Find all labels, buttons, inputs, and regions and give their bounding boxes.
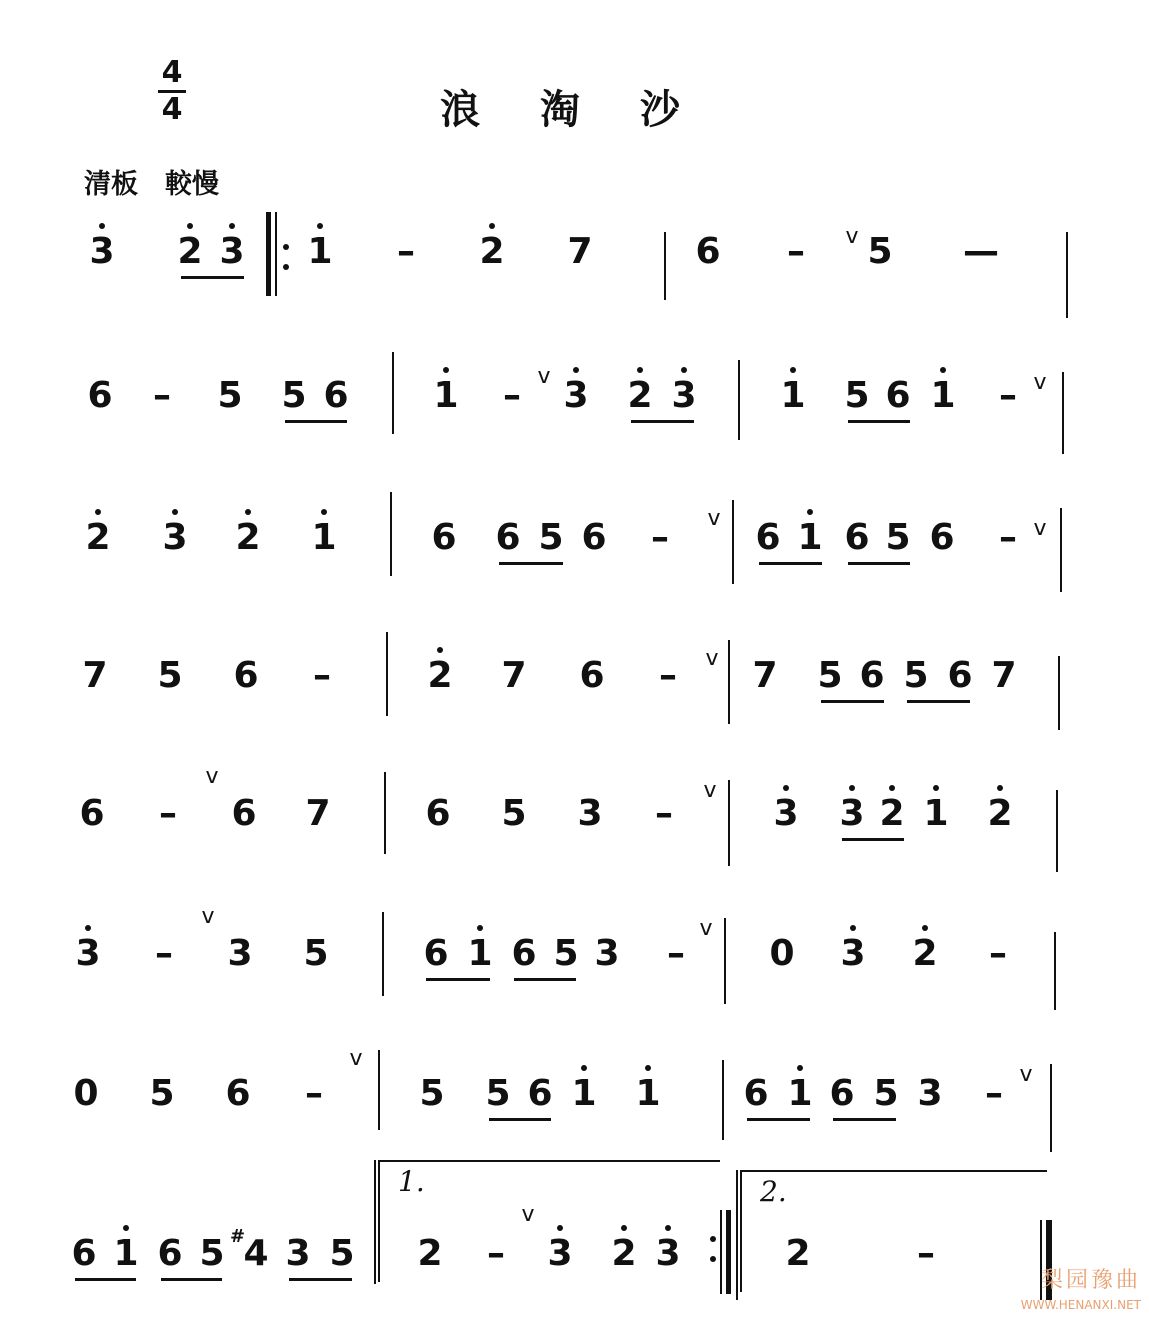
breath-mark: v	[349, 1046, 363, 1071]
bar-line	[1062, 372, 1064, 454]
octave-dot	[637, 367, 643, 373]
eighth-underline	[833, 1118, 896, 1121]
jianpu-note: 1	[567, 1074, 601, 1114]
jianpu-note: 3	[577, 793, 603, 834]
bar-line	[1056, 790, 1058, 872]
jianpu-note: 4	[243, 1233, 269, 1274]
jianpu-note: 7	[752, 655, 778, 696]
bar-line	[378, 1050, 380, 1130]
dash-extension: –	[989, 933, 1007, 974]
eighth-underline	[907, 700, 970, 703]
jianpu-note: 5	[157, 655, 183, 696]
dash-extension: –	[313, 655, 331, 696]
jianpu-note: 6	[581, 517, 607, 558]
jianpu-note: 5	[199, 1233, 225, 1274]
jianpu-note: 5	[281, 375, 307, 416]
octave-dot	[187, 223, 193, 229]
eighth-underline	[514, 978, 576, 981]
jianpu-note: 2	[475, 232, 509, 272]
bar-line	[664, 232, 666, 300]
volta-1-bracket	[378, 1160, 720, 1282]
jianpu-note: 6	[743, 1073, 769, 1114]
dash-extension: –	[655, 793, 673, 834]
jianpu-note: 6	[859, 655, 885, 696]
jianpu-note: 5	[867, 231, 893, 272]
octave-dot	[321, 509, 327, 515]
jianpu-note: 1	[631, 1074, 665, 1114]
octave-dot	[849, 785, 855, 791]
bar-line	[1058, 656, 1060, 730]
jianpu-note: 6	[885, 375, 911, 416]
jianpu-note: 1	[926, 376, 960, 416]
jianpu-note: 5	[149, 1073, 175, 1114]
dash-extension: –	[667, 933, 685, 974]
jianpu-note: 0	[769, 933, 795, 974]
octave-dot	[807, 509, 813, 515]
octave-dot	[85, 925, 91, 931]
eighth-underline	[499, 562, 563, 565]
bar-line	[1050, 1064, 1052, 1152]
jianpu-note: 7	[305, 793, 331, 834]
octave-dot	[783, 785, 789, 791]
jianpu-note: 1	[109, 1234, 143, 1274]
breath-mark: v	[1033, 370, 1047, 395]
bar-line	[1054, 932, 1056, 1010]
dash-extension: –	[305, 1073, 323, 1114]
breath-mark: v	[1019, 1062, 1033, 1087]
jianpu-note: 6	[947, 655, 973, 696]
time-signature	[158, 55, 186, 127]
jianpu-note: 0	[73, 1073, 99, 1114]
jianpu-note: 6	[511, 933, 537, 974]
jianpu-note: 5	[419, 1073, 445, 1114]
jianpu-note: 5	[501, 793, 527, 834]
jianpu-note: 5	[303, 933, 329, 974]
jianpu-note: 1	[303, 232, 337, 272]
jianpu-note: 3	[667, 376, 701, 416]
jianpu-note: 1	[776, 376, 810, 416]
jianpu-note: 7	[991, 655, 1017, 696]
jianpu-note: 6	[157, 1233, 183, 1274]
jianpu-note: 3	[85, 232, 119, 272]
time-signature-denominator: 4	[161, 92, 183, 127]
dash-extension: –	[659, 655, 677, 696]
jianpu-note: 6	[829, 1073, 855, 1114]
dash-extension: –	[159, 793, 177, 834]
jianpu-note: 6	[527, 1073, 553, 1114]
jianpu-note: 3	[769, 794, 803, 834]
jianpu-note: 2	[231, 518, 265, 558]
jianpu-note: 1	[463, 934, 497, 974]
dash-extension: –	[787, 231, 805, 272]
repeat-dot	[283, 264, 289, 270]
jianpu-note: 6	[929, 517, 955, 558]
jianpu-note: 5	[553, 933, 579, 974]
sharp-accidental: #	[230, 1226, 246, 1247]
jianpu-note: 6	[79, 793, 105, 834]
eighth-underline	[285, 420, 347, 423]
jianpu-note: 5	[485, 1073, 511, 1114]
bar-line	[1060, 508, 1062, 592]
jianpu-note: 2	[81, 518, 115, 558]
octave-dot	[790, 367, 796, 373]
breath-mark: v	[1033, 516, 1047, 541]
jianpu-note: 6	[695, 231, 721, 272]
dash-extension: –	[155, 933, 173, 974]
jianpu-note: 3	[71, 934, 105, 974]
breath-mark: v	[537, 364, 551, 389]
bar-line	[382, 912, 384, 996]
dash-extension: –	[999, 375, 1017, 416]
bar-line	[390, 492, 392, 576]
jianpu-note: 3	[285, 1233, 311, 1274]
octave-dot	[443, 367, 449, 373]
eighth-underline	[631, 420, 694, 423]
octave-dot	[681, 367, 687, 373]
eighth-underline	[426, 978, 490, 981]
octave-dot	[172, 509, 178, 515]
jianpu-note: 2	[173, 232, 207, 272]
bar-line	[732, 500, 734, 584]
time-signature-numerator: 4	[161, 55, 183, 90]
bar-line	[1066, 232, 1068, 318]
octave-dot	[797, 1065, 803, 1071]
jianpu-note: 1	[783, 1074, 817, 1114]
octave-dot	[645, 1065, 651, 1071]
bar-line	[738, 360, 740, 440]
dash-extension: –	[397, 231, 415, 272]
jianpu-note: 6	[755, 517, 781, 558]
jianpu-note: 3	[835, 794, 869, 834]
jianpu-note: 6	[844, 517, 870, 558]
jianpu-note: 5	[329, 1233, 355, 1274]
breath-mark: v	[699, 916, 713, 941]
jianpu-note: 5	[538, 517, 564, 558]
bar-line	[384, 772, 386, 854]
octave-dot	[245, 509, 251, 515]
jianpu-note: 2	[423, 656, 457, 696]
octave-dot	[437, 647, 443, 653]
eighth-underline	[848, 420, 910, 423]
octave-dot	[997, 785, 1003, 791]
octave-dot	[477, 925, 483, 931]
eighth-underline	[181, 276, 244, 279]
jianpu-note: 2	[785, 1233, 811, 1274]
bar-line	[392, 352, 394, 434]
repeat-start-thin-bar	[275, 212, 277, 296]
repeat-end-thin-bar	[720, 1210, 722, 1294]
watermark-url: WWW.HENANXI.NET	[1020, 1298, 1141, 1312]
octave-dot	[489, 223, 495, 229]
jianpu-note: 5	[217, 375, 243, 416]
jianpu-note: 6	[431, 517, 457, 558]
repeat-dot	[283, 244, 289, 250]
dash-extension: –	[651, 517, 669, 558]
bar-line	[728, 640, 730, 724]
dash-extension: –	[487, 1233, 505, 1274]
bar-line	[374, 1160, 376, 1284]
octave-dot	[922, 925, 928, 931]
breath-mark: v	[205, 764, 219, 789]
jianpu-note: 6	[233, 655, 259, 696]
jianpu-note: 5	[885, 517, 911, 558]
eighth-underline	[489, 1118, 551, 1121]
jianpu-note: 1	[919, 794, 953, 834]
jianpu-note: 2	[875, 794, 909, 834]
jianpu-note: 3	[651, 1234, 685, 1274]
dash-extension: —	[963, 231, 999, 272]
jianpu-note: 3	[158, 518, 192, 558]
jianpu-note: 1	[793, 518, 827, 558]
jianpu-note: 2	[417, 1233, 443, 1274]
jianpu-note: 6	[495, 517, 521, 558]
jianpu-note: 7	[501, 655, 527, 696]
dash-extension: –	[985, 1073, 1003, 1114]
jianpu-note: 2	[983, 794, 1017, 834]
breath-mark: v	[521, 1202, 535, 1227]
eighth-underline	[161, 1278, 222, 1281]
jianpu-note: 3	[543, 1234, 577, 1274]
octave-dot	[581, 1065, 587, 1071]
bar-line	[724, 918, 726, 1004]
watermark-logo: 梨园豫曲	[1040, 1268, 1141, 1293]
octave-dot	[99, 223, 105, 229]
jianpu-note: 5	[817, 655, 843, 696]
tempo-marking: 清板 較慢	[84, 169, 219, 200]
dash-extension: –	[999, 517, 1017, 558]
eighth-underline	[759, 562, 822, 565]
jianpu-note: 2	[623, 376, 657, 416]
bar-line	[386, 632, 388, 716]
jianpu-note: 3	[917, 1073, 943, 1114]
octave-dot	[123, 1225, 129, 1231]
jianpu-note: 6	[71, 1233, 97, 1274]
eighth-underline	[747, 1118, 810, 1121]
bar-line	[736, 1170, 738, 1300]
jianpu-note: 1	[307, 518, 341, 558]
octave-dot	[95, 509, 101, 515]
octave-dot	[317, 223, 323, 229]
dash-extension: –	[503, 375, 521, 416]
jianpu-note: 3	[215, 232, 249, 272]
volta-1-label: 1.	[398, 1165, 425, 1198]
octave-dot	[940, 367, 946, 373]
dash-extension: –	[153, 375, 171, 416]
jianpu-note: 6	[423, 933, 449, 974]
jianpu-note: 6	[231, 793, 257, 834]
octave-dot	[933, 785, 939, 791]
bar-line	[728, 780, 730, 866]
breath-mark: v	[201, 904, 215, 929]
jianpu-note: 1	[429, 376, 463, 416]
jianpu-note: 3	[227, 933, 253, 974]
eighth-underline	[821, 700, 884, 703]
jianpu-note: 7	[567, 231, 593, 272]
repeat-end-thick-bar	[726, 1210, 731, 1294]
eighth-underline	[289, 1278, 352, 1281]
repeat-start-thick-bar	[266, 212, 271, 296]
octave-dot	[573, 367, 579, 373]
octave-dot	[850, 925, 856, 931]
eighth-underline	[75, 1278, 136, 1281]
breath-mark: v	[705, 646, 719, 671]
jianpu-note: 2	[607, 1234, 641, 1274]
dash-extension: –	[917, 1233, 935, 1274]
octave-dot	[229, 223, 235, 229]
bar-line	[722, 1060, 724, 1140]
jianpu-note: 5	[873, 1073, 899, 1114]
breath-mark: v	[845, 224, 859, 249]
volta-2-label: 2.	[760, 1175, 787, 1208]
jianpu-note: 3	[836, 934, 870, 974]
jianpu-note: 7	[82, 655, 108, 696]
jianpu-note: 2	[908, 934, 942, 974]
jianpu-note: 3	[559, 376, 593, 416]
octave-dot	[889, 785, 895, 791]
jianpu-note: 6	[225, 1073, 251, 1114]
score-title: 浪淘沙	[440, 86, 740, 133]
jianpu-note: 6	[323, 375, 349, 416]
eighth-underline	[848, 562, 910, 565]
jianpu-note: 5	[903, 655, 929, 696]
jianpu-note: 3	[594, 933, 620, 974]
eighth-underline	[842, 838, 904, 841]
breath-mark: v	[707, 506, 721, 531]
jianpu-note: 6	[87, 375, 113, 416]
jianpu-note: 6	[579, 655, 605, 696]
jianpu-note: 5	[844, 375, 870, 416]
breath-mark: v	[703, 778, 717, 803]
jianpu-note: 6	[425, 793, 451, 834]
